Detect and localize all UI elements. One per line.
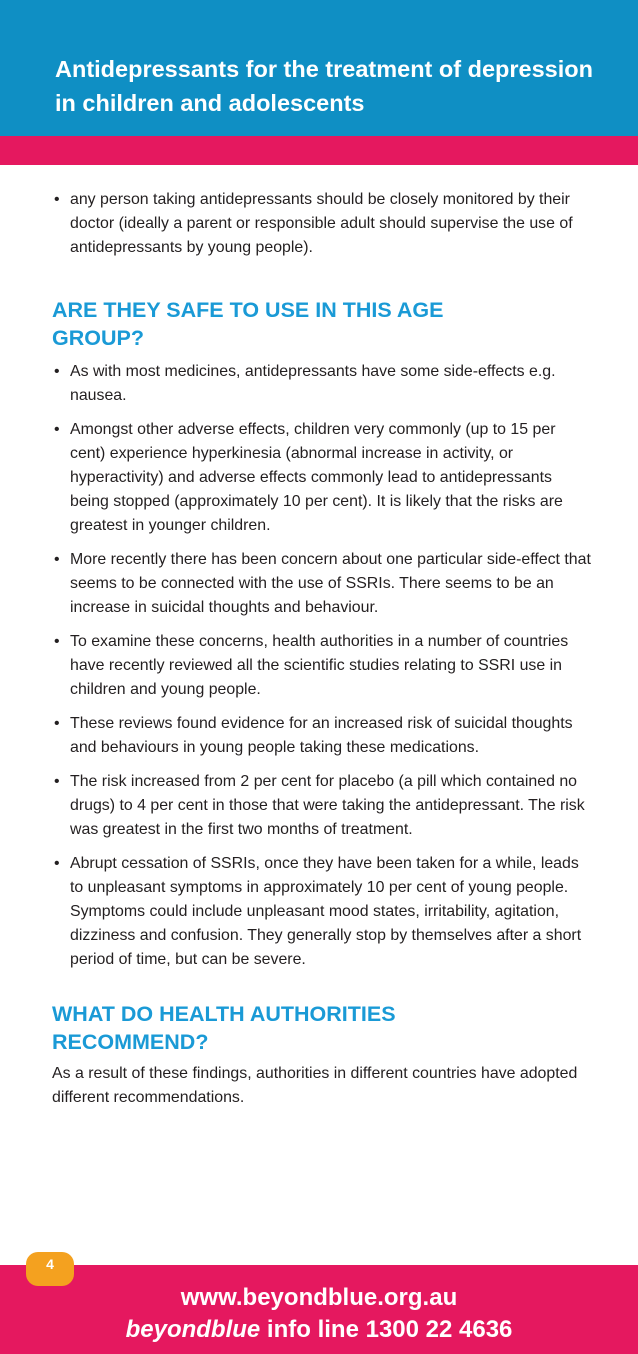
- bullet-icon: •: [54, 773, 60, 790]
- website-link[interactable]: www.beyondblue.org.au: [180, 1284, 458, 1311]
- header-banner: [0, 0, 638, 136]
- page-number-tab: [26, 1252, 74, 1286]
- bullet-icon: •: [54, 855, 60, 872]
- page-title: Antidepressants for the treatment of depression in children and adolescents: [55, 56, 593, 116]
- intro-bullet-list: [52, 188, 592, 260]
- header-accent-band: [0, 136, 638, 165]
- info-line-text: info line 1300 22 4636: [260, 1316, 513, 1343]
- bullet-icon: •: [54, 715, 60, 732]
- bullet-icon: •: [54, 633, 60, 650]
- bullet-icon: •: [54, 551, 60, 568]
- page-number: 4: [46, 1256, 54, 1272]
- list-item: • any person taking antidepressants should be closely monitored by their doctor (ideally a parent or responsible adult should supervise the use of antidepressants by young people).: [52, 188, 592, 260]
- list-item: • Amongst other adverse effects, children very commonly (up to 15 per cent) experience hyperkinesia (abnormal increase in activity, or hyperactivity) and adverse effects commonly lead to antidepressants being stopped (approximately 10 per cent). It is likely that the risks are greatest in younger children.: [52, 418, 592, 538]
- bullet-icon: •: [54, 421, 60, 438]
- list-item: • The risk increased from 2 per cent for placebo (a pill which contained no drugs) to 4 per cent in those that were taking the antidepressant. The risk was greatest in the first two months of treatment.: [52, 770, 592, 842]
- bullet-icon: •: [54, 363, 60, 380]
- list-item: • These reviews found evidence for an increased risk of suicidal thoughts and behaviours in young people taking these medications.: [52, 712, 592, 760]
- info-line: [0, 1315, 638, 1345]
- section-heading-recommendations: WHAT DO HEALTH AUTHORITIES RECOMMEND?: [52, 1002, 396, 1054]
- main-content: [52, 188, 592, 1110]
- list-item: • As with most medicines, antidepressants have some side-effects e.g. nausea.: [52, 360, 592, 408]
- section-heading-safety: ARE THEY SAFE TO USE IN THIS AGE GROUP?: [52, 298, 444, 350]
- list-item: • Abrupt cessation of SSRIs, once they have been taken for a while, leads to unpleasant symptoms in approximately 10 per cent of young people. Symptoms could include unpleasant mood states, irritability, agitation, dizziness and confusion. They generally stop by themselves after a short period of time, but can be severe.: [52, 852, 592, 972]
- bullet-icon: •: [54, 191, 60, 208]
- brand-name: beyondblue: [125, 1316, 261, 1343]
- safety-bullet-list: [52, 360, 592, 972]
- recommendations-paragraph: As a result of these findings, authorities in different countries have adopted different recommendations.: [52, 1065, 578, 1106]
- list-item: • More recently there has been concern about one particular side-effect that seems to be connected with the use of SSRIs. There seems to be an increase in suicidal thoughts and behaviour.: [52, 548, 592, 620]
- list-item: • To examine these concerns, health authorities in a number of countries have recently reviewed all the scientific studies relating to SSRI use in children and young people.: [52, 630, 592, 702]
